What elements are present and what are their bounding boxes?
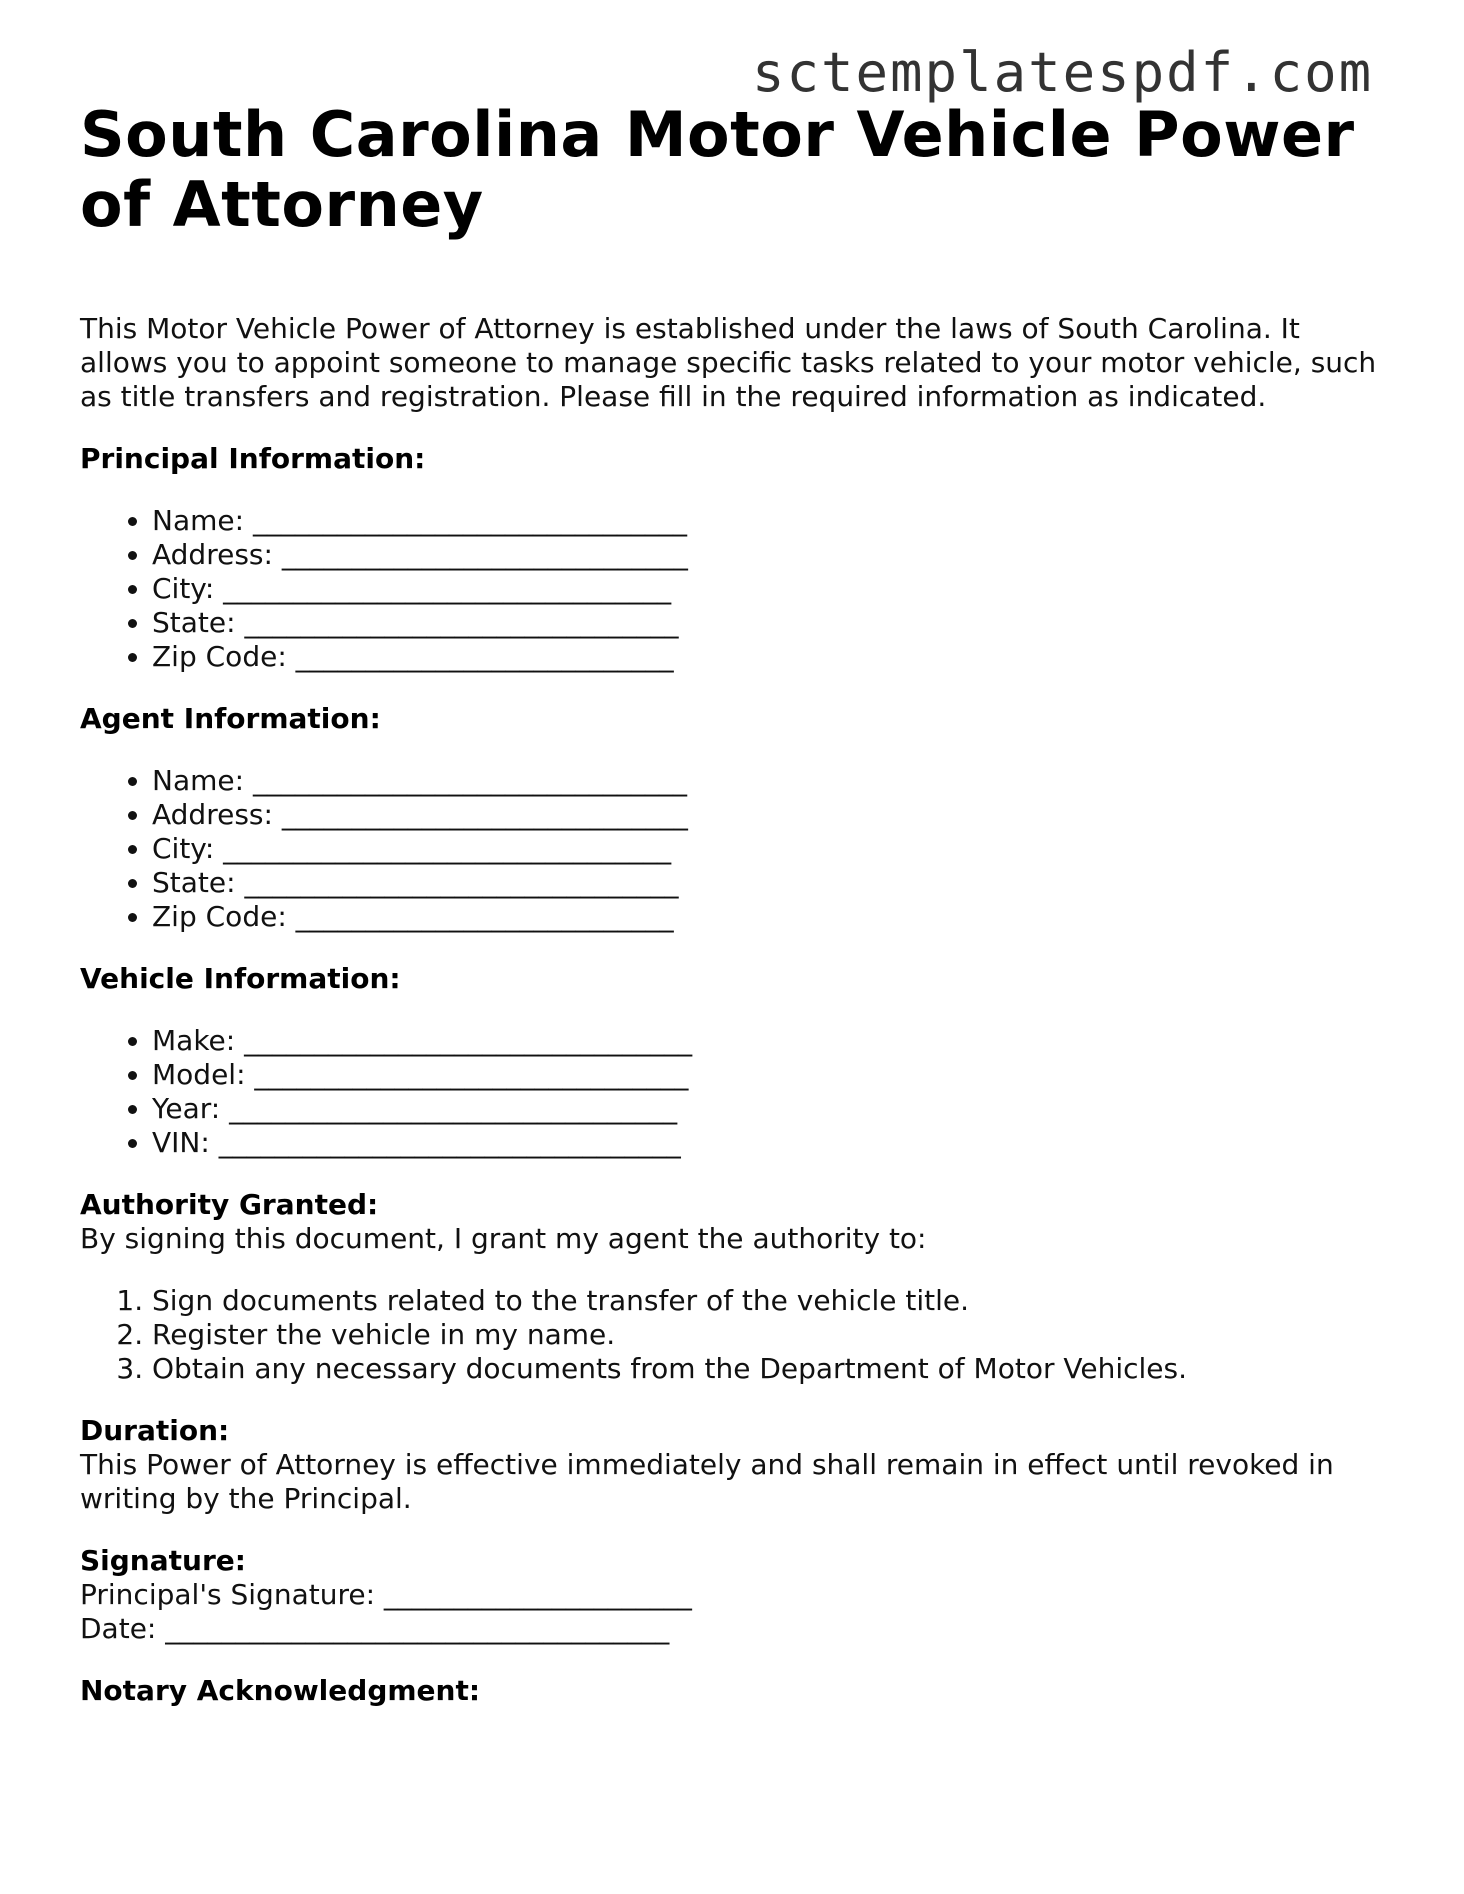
- agent-heading: Agent Information:: [80, 702, 381, 735]
- principal-zip-field[interactable]: • Zip Code: ___________________________: [152, 640, 1380, 674]
- duration-text: This Power of Attorney is effective immediately and shall remain in effect until revoked in writing by the Principal.: [80, 1448, 1334, 1515]
- agent-name-field[interactable]: • Name: _______________________________: [152, 764, 1380, 798]
- agent-city-field[interactable]: • City: ________________________________: [152, 832, 1380, 866]
- signature-heading: Signature:: [80, 1544, 246, 1577]
- authority-item: 1. Sign documents related to the transfer of the vehicle title.: [152, 1284, 1380, 1318]
- vehicle-heading: Vehicle Information:: [80, 962, 401, 995]
- document-page: [80, 100, 1380, 1708]
- page-title: South Carolina Motor Vehicle Power of Attorney: [80, 98, 1355, 241]
- vehicle-fields: [80, 1024, 1380, 1160]
- intro-paragraph: This Motor Vehicle Power of Attorney is established under the laws of South Carolina. It allows you to appoint someone to manage specific tasks related to your motor vehicle, such as title transfers and registration. Please fill in the required information as indicated.: [80, 312, 1377, 413]
- vehicle-model-field[interactable]: • Model: _______________________________: [152, 1058, 1380, 1092]
- authority-heading: Authority Granted:: [80, 1188, 379, 1221]
- vehicle-vin-field[interactable]: • VIN: _________________________________: [152, 1126, 1380, 1160]
- vehicle-year-field[interactable]: • Year: ________________________________: [152, 1092, 1380, 1126]
- principal-signature-field[interactable]: Principal's Signature: ______________________: [80, 1578, 692, 1611]
- authority-item: 2. Register the vehicle in my name.: [152, 1318, 1380, 1352]
- principal-city-field[interactable]: • City: ________________________________: [152, 572, 1380, 606]
- agent-zip-field[interactable]: • Zip Code: ___________________________: [152, 900, 1380, 934]
- notary-heading: Notary Acknowledgment:: [80, 1674, 481, 1707]
- vehicle-make-field[interactable]: • Make: ________________________________: [152, 1024, 1380, 1058]
- agent-state-field[interactable]: • State: _______________________________: [152, 866, 1380, 900]
- principal-fields: [80, 504, 1380, 674]
- principal-heading: Principal Information:: [80, 442, 426, 475]
- duration-heading: Duration:: [80, 1414, 230, 1447]
- principal-address-field[interactable]: • Address: _____________________________: [152, 538, 1380, 572]
- principal-state-field[interactable]: • State: _______________________________: [152, 606, 1380, 640]
- date-field[interactable]: Date: ____________________________________: [80, 1612, 670, 1645]
- agent-address-field[interactable]: • Address: _____________________________: [152, 798, 1380, 832]
- authority-intro: By signing this document, I grant my agent the authority to:: [80, 1222, 927, 1255]
- principal-name-field[interactable]: • Name: _______________________________: [152, 504, 1380, 538]
- watermark: sctemplatespdf.com: [752, 41, 1374, 104]
- authority-list: [80, 1284, 1380, 1386]
- authority-item: 3. Obtain any necessary documents from the Department of Motor Vehicles.: [152, 1352, 1380, 1386]
- agent-fields: [80, 764, 1380, 934]
